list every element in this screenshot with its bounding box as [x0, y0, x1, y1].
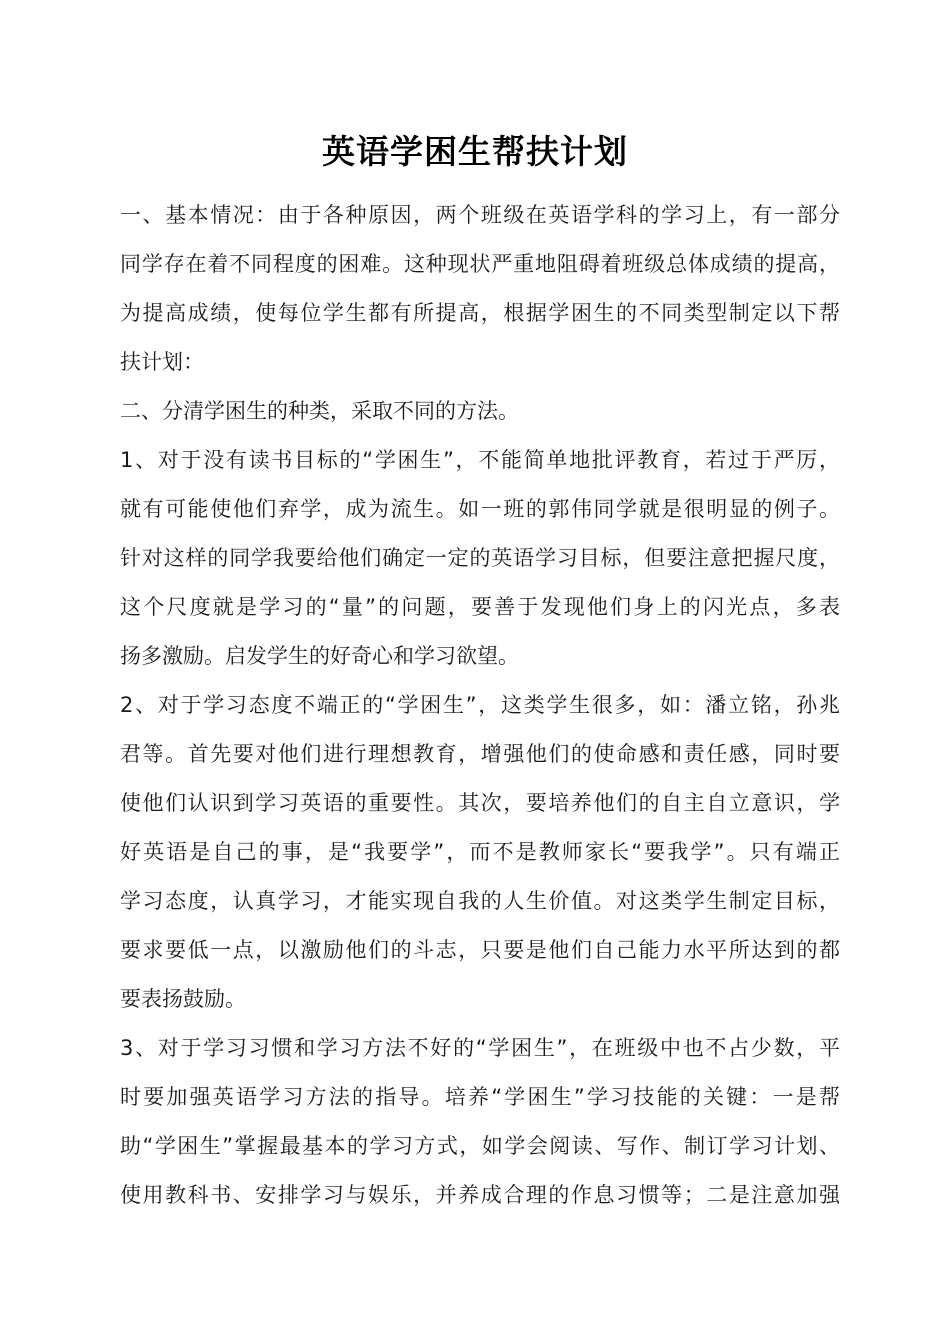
text-line: 助“学困生”掌握最基本的学习方式，如学会阅读、写作、制订学习计划、 — [120, 1134, 840, 1158]
text-line: 同学存在着不同程度的困难。这种现状严重地阻碍着班级总体成绩的提高， — [120, 252, 840, 276]
text-line: 要求要低一点，以激励他们的斗志，只要是他们自己能力水平所达到的都 — [120, 938, 840, 962]
text-line: 使他们认识到学习英语的重要性。其次，要培养他们的自主自立意识，学 — [120, 791, 840, 815]
text-line: 学习态度，认真学习，才能实现自我的人生价值。对这类学生制定目标， — [120, 889, 840, 913]
text-line: 为提高成绩，使每位学生都有所提高，根据学困生的不同类型制定以下帮 — [120, 301, 840, 325]
text-line: 使用教科书、安排学习与娱乐，并养成合理的作息习惯等；二是注意加强 — [120, 1183, 840, 1207]
text-line: 君等。首先要对他们进行理想教育，增强他们的使命感和责任感，同时要 — [120, 742, 840, 766]
text-line: 好英语是自己的事，是“我要学”，而不是教师家长“要我学”。只有端正 — [120, 840, 840, 864]
text-line: 要表扬鼓励。 — [120, 987, 246, 1011]
text-line: 这个尺度就是学习的“量”的问题，要善于发现他们身上的闪光点，多表 — [120, 595, 840, 619]
text-line: 时要加强英语学习方法的指导。培养“学困生”学习技能的关键：一是帮 — [120, 1085, 840, 1109]
text-line: 扬多激励。启发学生的好奇心和学习欲望。 — [120, 644, 519, 668]
text-line: 一、基本情况：由于各种原因，两个班级在英语学科的学习上，有一部分 — [120, 203, 840, 227]
text-line: 2、对于学习态度不端正的“学困生”，这类学生很多，如：潘立铭，孙兆 — [120, 693, 840, 717]
text-line: 就有可能使他们弃学，成为流生。如一班的郭伟同学就是很明显的例子。 — [120, 497, 840, 521]
text-line: 3、对于学习习惯和学习方法不好的“学困生”，在班级中也不占少数，平 — [120, 1036, 840, 1060]
section-heading: 二、分清学困生的种类，采取不同的方法。 — [120, 399, 519, 423]
text-line: 扶计划： — [120, 350, 204, 374]
document-title: 英语学困生帮扶计划 — [322, 132, 628, 171]
text-line: 针对这样的同学我要给他们确定一定的英语学习目标，但要注意把握尺度， — [120, 546, 840, 570]
text-line: 1、对于没有读书目标的“学困生”，不能简单地批评教育，若过于严厉， — [120, 448, 840, 472]
